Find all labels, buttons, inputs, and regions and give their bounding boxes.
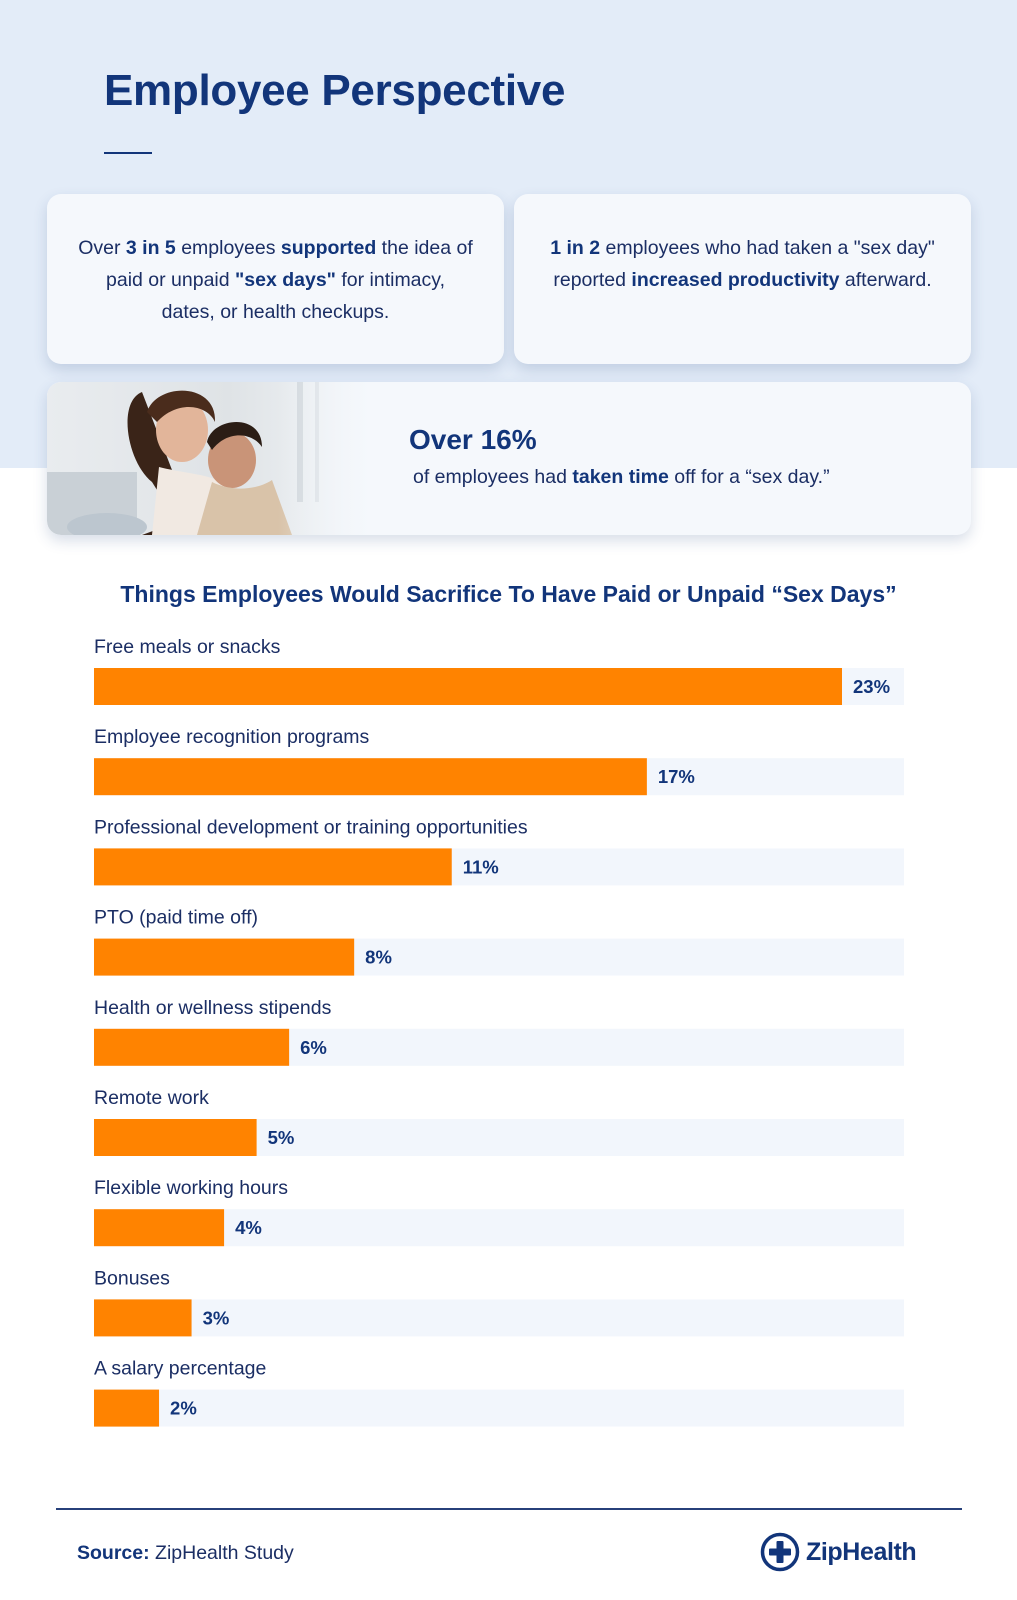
category-label: Health or wellness stipends — [94, 996, 332, 1019]
stat-card-support-text: Over 3 in 5 employees supported the idea of paid or unpaid "sex days" for intimacy, dates, or health checkups. — [78, 237, 473, 323]
bar — [94, 1119, 257, 1156]
value-label: 4% — [235, 1217, 262, 1239]
category-label: Flexible working hours — [94, 1177, 289, 1200]
brand-name: ZipHealth — [806, 1537, 917, 1566]
category-label: Employee recognition programs — [94, 726, 370, 749]
bar — [94, 939, 354, 976]
stat-big-number: Over 16% — [409, 424, 537, 455]
bar-track — [94, 1390, 904, 1427]
value-label: 3% — [202, 1307, 230, 1329]
bar — [94, 1209, 224, 1246]
category-label: Remote work — [94, 1087, 209, 1109]
category-label: Free meals or snacks — [94, 636, 281, 658]
bar — [94, 848, 452, 885]
value-label: 6% — [300, 1036, 327, 1058]
value-label: 8% — [365, 946, 392, 968]
value-label: 17% — [657, 766, 695, 788]
value-label: 11% — [462, 856, 499, 878]
category-label: PTO (paid time off) — [94, 906, 259, 929]
stat-card-productivity-text: 1 in 2 employees who had taken a "sex day" reported increased productivity afterward. — [550, 237, 935, 291]
ziphealth-logo — [760, 1530, 916, 1574]
source-note: Source: ZipHealth Study — [77, 1542, 294, 1564]
category-label: Professional development or training opportunities — [94, 816, 528, 839]
medical-cross-icon — [760, 1532, 800, 1572]
bar — [94, 758, 647, 795]
category-label: A salary percentage — [94, 1357, 267, 1380]
value-label: 23% — [853, 676, 891, 697]
stat-time-off-text: of employees had taken time off for a “sex day.” — [413, 466, 830, 488]
value-label: 2% — [170, 1397, 197, 1419]
bar — [94, 668, 842, 705]
page-title: Employee Perspective — [104, 66, 566, 115]
chart-title: Things Employees Would Sacrifice To Have Paid or Unpaid “Sex Days” — [120, 581, 897, 607]
bar — [94, 1029, 289, 1066]
category-label: Bonuses — [94, 1267, 170, 1290]
bar — [94, 1390, 159, 1427]
value-label: 5% — [267, 1127, 295, 1148]
bar — [94, 1299, 192, 1336]
footer-divider — [56, 1508, 962, 1510]
